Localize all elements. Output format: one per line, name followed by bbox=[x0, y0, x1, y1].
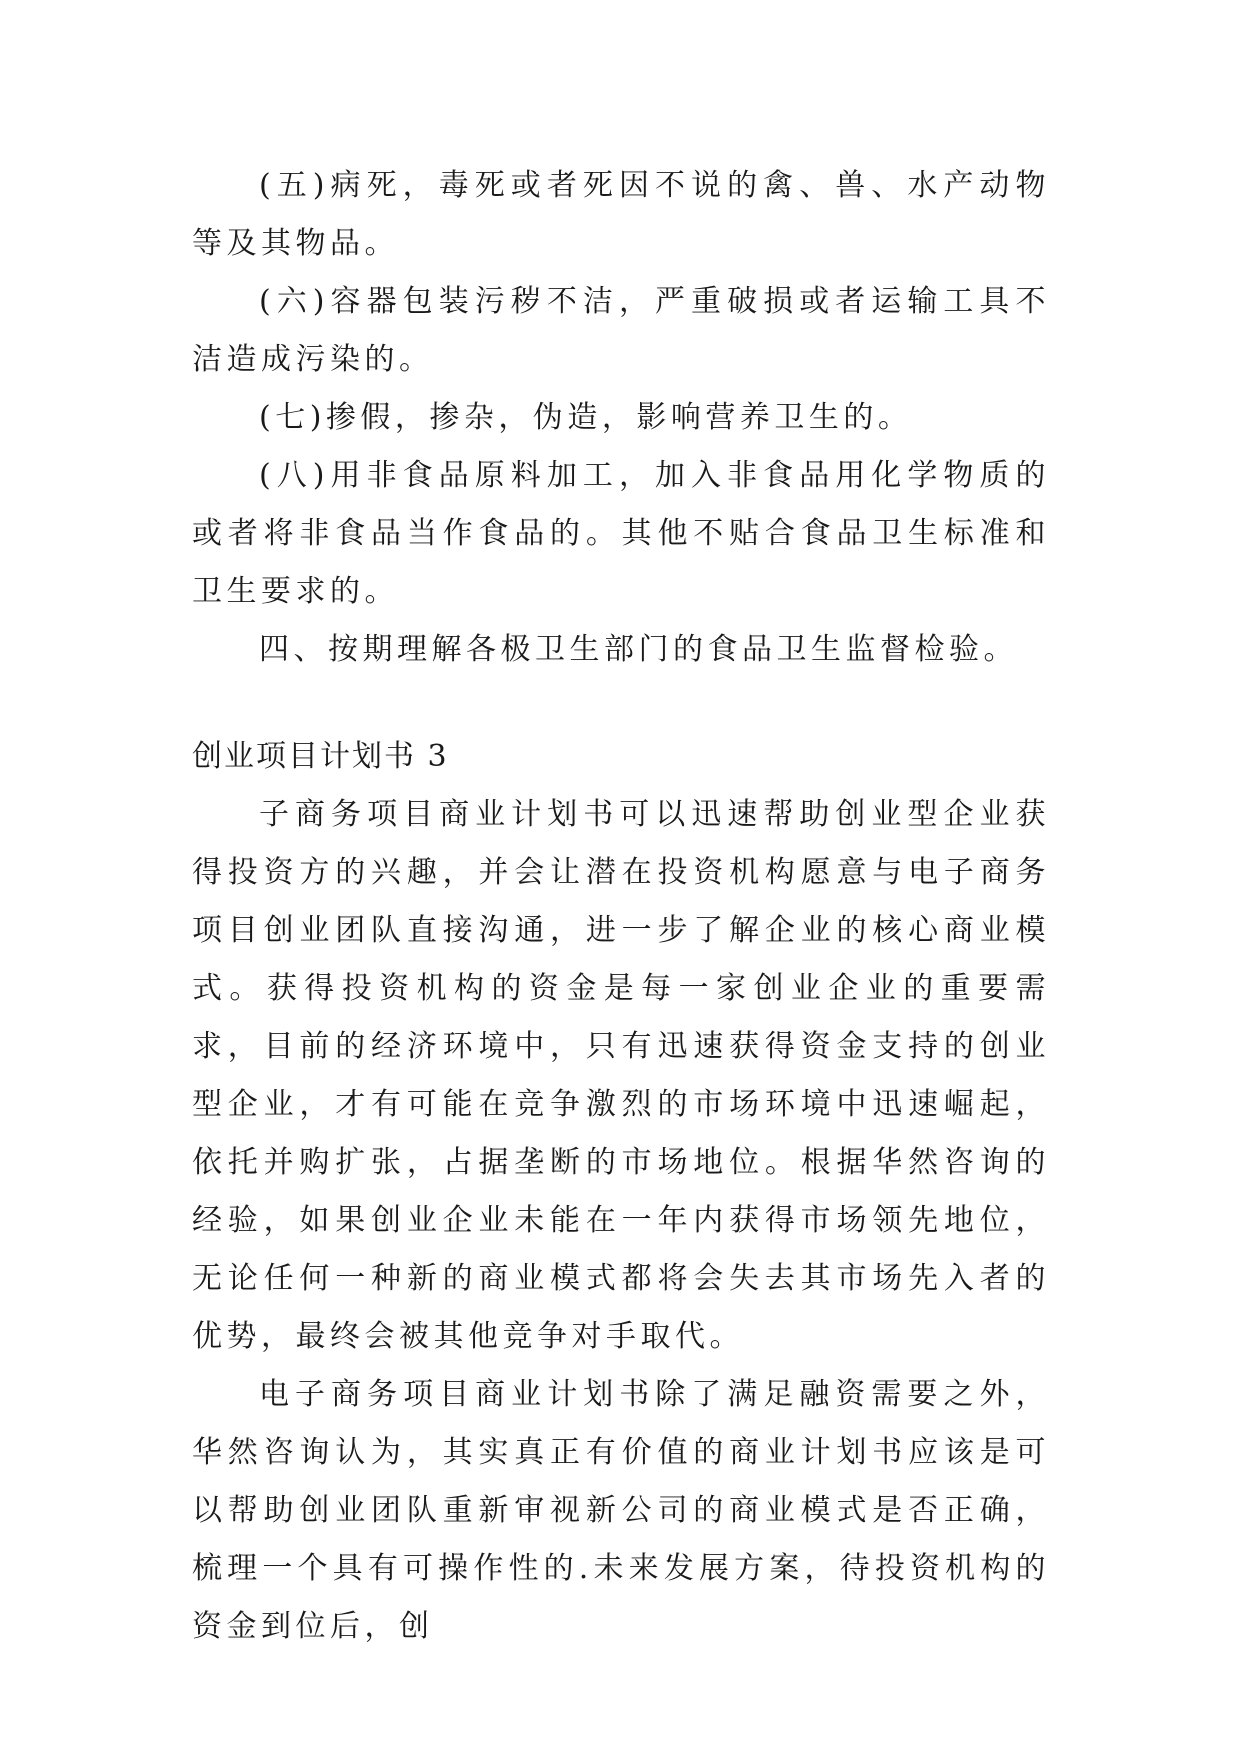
paragraph-item-5: (五)病死，毒死或者死因不说的禽、兽、水产动物等及其物品。 bbox=[192, 168, 1050, 261]
paragraph-body-1: 子商务项目商业计划书可以迅速帮助创业型企业获得投资方的兴趣，并会让潜在投资机构愿意与电子商务项目创业团队直接沟通，进一步了解企业的核心商业模式。获得投资机构的资金是每一家创业企业的重要需求，目前的经济环境中，只有迅速获得资金支持的创业型企业，才有可能在竞争激烈的市场环境中迅速崛起，依托并购扩张，占据垄断的市场地位。根据华然咨询的经验，如果创业企业未能在一年内获得市场领先地位，无论任何一种新的商业模式都将会失去其市场先入者的优势，最终会被其他竞争对手取代。 bbox=[192, 797, 1050, 1354]
paragraph-item-8: (八)用非食品原料加工，加入非食品用化学物质的或者将非食品当作食品的。其他不贴合食品卫生标准和卫生要求的。 bbox=[192, 458, 1050, 609]
document-section-one bbox=[192, 157, 1050, 679]
paragraph-section-four: 四、按期理解各极卫生部门的食品卫生监督检验。 bbox=[259, 632, 1018, 667]
paragraph-item-6: (六)容器包装污秽不洁，严重破损或者运输工具不洁造成污染的。 bbox=[192, 284, 1050, 377]
paragraph-item-7: (七)掺假，掺杂，伪造，影响营养卫生的。 bbox=[259, 400, 913, 435]
document-section-two bbox=[192, 728, 1050, 1656]
section-heading: 创业项目计划书 3 bbox=[192, 739, 449, 774]
paragraph-body-2: 电子商务项目商业计划书除了满足融资需要之外，华然咨询认为，其实真正有价值的商业计划书应该是可以帮助创业团队重新审视新公司的商业模式是否正确，梳理一个具有可操作性的.未来发展方案，待投资机构的资金到位后，创 bbox=[192, 1377, 1050, 1644]
